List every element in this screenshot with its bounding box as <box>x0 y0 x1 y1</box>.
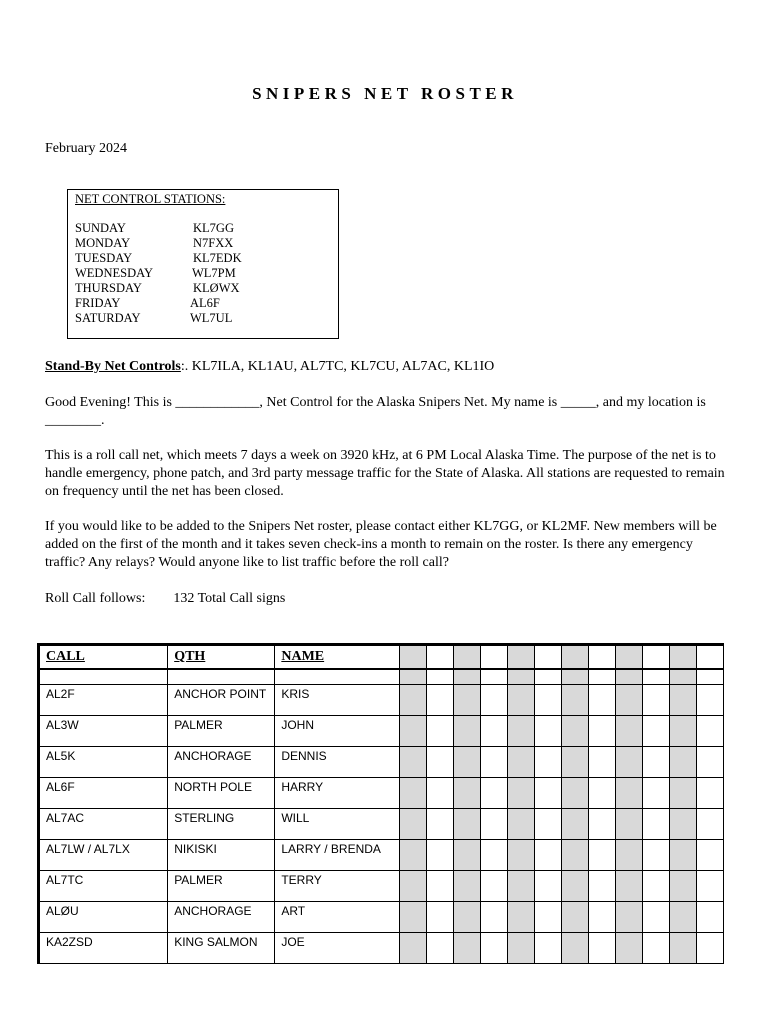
check-in-cell <box>561 685 588 716</box>
purpose-paragraph: This is a roll call net, which meets 7 days a week on 3920 kHz, at 6 PM Local Alaska Time. The purpose of the net is to handle emergency, phone patch, and 3rd party message traffic for the State of Alaska. All stations are requested to remain on frequency until the net has been closed. <box>45 448 725 499</box>
cell-call: AL7AC <box>39 809 168 840</box>
check-in-cell <box>534 902 561 933</box>
cell-name: JOHN <box>275 716 399 747</box>
check-in-cell <box>534 840 561 871</box>
header-qth: QTH <box>168 645 275 670</box>
ncs-day: THURSDAY <box>75 281 142 295</box>
ncs-day: SATURDAY <box>75 311 141 325</box>
check-in-cell <box>426 840 453 871</box>
check-in-cell <box>507 685 534 716</box>
check-in-cell <box>561 747 588 778</box>
check-in-cell <box>615 669 642 685</box>
table-row <box>39 902 724 933</box>
check-in-cell <box>399 840 426 871</box>
check-in-cell <box>588 747 615 778</box>
check-in-cell <box>669 747 696 778</box>
check-in-cell <box>399 902 426 933</box>
check-in-cell <box>480 685 507 716</box>
check-in-cell <box>399 809 426 840</box>
check-in-cell <box>480 933 507 964</box>
check-in-cell <box>615 747 642 778</box>
check-in-cell <box>399 645 426 670</box>
cell-name: KRIS <box>275 685 399 716</box>
check-in-cell <box>588 902 615 933</box>
check-in-cell <box>561 778 588 809</box>
net-control-row <box>75 311 232 326</box>
check-in-cell <box>534 933 561 964</box>
check-in-cell <box>615 716 642 747</box>
table-row <box>39 778 724 809</box>
check-in-cell <box>669 871 696 902</box>
check-in-cell <box>669 902 696 933</box>
table-row <box>39 809 724 840</box>
ncs-call: AL6F <box>190 296 220 310</box>
check-in-cell <box>642 716 669 747</box>
cell-qth: NORTH POLE <box>168 778 275 809</box>
check-in-cell <box>453 645 480 670</box>
cell-qth: ANCHORAGE <box>168 747 275 778</box>
check-in-cell <box>588 871 615 902</box>
ncs-day: SUNDAY <box>75 221 126 235</box>
net-control-heading: NET CONTROL STATIONS: <box>75 192 226 206</box>
check-in-cell <box>561 871 588 902</box>
check-in-cell <box>669 840 696 871</box>
net-control-row <box>75 296 220 311</box>
cell-call: AL7TC <box>39 871 168 902</box>
cell-qth: PALMER <box>168 871 275 902</box>
check-in-cell <box>696 685 723 716</box>
check-in-cell <box>669 685 696 716</box>
ncs-call: WL7UL <box>190 311 233 325</box>
check-in-cell <box>426 902 453 933</box>
check-in-cell <box>507 840 534 871</box>
check-in-cell <box>696 778 723 809</box>
check-in-cell <box>669 716 696 747</box>
check-in-cell <box>642 645 669 670</box>
cell-call: AL2F <box>39 685 168 716</box>
check-in-cell <box>507 747 534 778</box>
check-in-cell <box>696 747 723 778</box>
cell-name: DENNIS <box>275 747 399 778</box>
check-in-cell <box>534 809 561 840</box>
table-row <box>39 933 724 964</box>
check-in-cell <box>426 871 453 902</box>
check-in-cell <box>642 747 669 778</box>
check-in-cell <box>561 669 588 685</box>
check-in-cell <box>507 809 534 840</box>
check-in-cell <box>534 716 561 747</box>
ncs-day: FRIDAY <box>75 296 121 310</box>
check-in-cell <box>507 716 534 747</box>
check-in-cell <box>642 809 669 840</box>
check-in-cell <box>534 685 561 716</box>
check-in-cell <box>588 685 615 716</box>
cell-call: AL6F <box>39 778 168 809</box>
check-in-cell <box>642 778 669 809</box>
check-in-cell <box>696 645 723 670</box>
check-in-cell <box>588 645 615 670</box>
check-in-cell <box>615 778 642 809</box>
check-in-cell <box>534 645 561 670</box>
cell-qth: NIKISKI <box>168 840 275 871</box>
table-row <box>39 871 724 902</box>
check-in-cell <box>399 778 426 809</box>
check-in-cell <box>642 840 669 871</box>
roster-date: February 2024 <box>45 141 128 156</box>
page-title: SNIPERS NET ROSTER <box>252 84 518 103</box>
table-row <box>39 840 724 871</box>
check-in-cell <box>561 840 588 871</box>
check-in-cell <box>615 902 642 933</box>
cell-qth: ANCHORAGE <box>168 902 275 933</box>
check-in-cell <box>588 933 615 964</box>
check-in-cell <box>534 747 561 778</box>
check-in-cell <box>426 645 453 670</box>
net-control-row <box>75 251 242 266</box>
check-in-cell <box>507 902 534 933</box>
check-in-cell <box>480 778 507 809</box>
ncs-call: KL7EDK <box>193 251 242 265</box>
check-in-cell <box>669 933 696 964</box>
check-in-cell <box>615 685 642 716</box>
cell-name: TERRY <box>275 871 399 902</box>
check-in-cell <box>426 933 453 964</box>
check-in-cell <box>480 645 507 670</box>
greeting-paragraph: Good Evening! This is ____________, Net Control for the Alaska Snipers Net. My name is _____, and my location is ________. <box>45 395 706 428</box>
check-in-cell <box>696 902 723 933</box>
check-in-cell <box>507 778 534 809</box>
check-in-cell <box>696 716 723 747</box>
check-in-cell <box>453 902 480 933</box>
cell-qth: KING SALMON <box>168 933 275 964</box>
check-in-cell <box>453 871 480 902</box>
check-in-cell <box>669 809 696 840</box>
check-in-cell <box>588 778 615 809</box>
check-in-cell <box>507 933 534 964</box>
roster-table <box>37 643 724 964</box>
ncs-day: TUESDAY <box>75 251 133 265</box>
check-in-cell <box>588 669 615 685</box>
check-in-cell <box>426 778 453 809</box>
check-in-cell <box>480 871 507 902</box>
check-in-cell <box>399 716 426 747</box>
check-in-cell <box>480 902 507 933</box>
check-in-cell <box>615 871 642 902</box>
check-in-cell <box>561 933 588 964</box>
cell-name: HARRY <box>275 778 399 809</box>
check-in-cell <box>399 933 426 964</box>
cell-name: LARRY / BRENDA <box>275 840 399 871</box>
check-in-cell <box>642 685 669 716</box>
check-in-cell <box>615 933 642 964</box>
ncs-day: MONDAY <box>75 236 131 250</box>
net-control-row <box>75 266 236 281</box>
check-in-cell <box>669 669 696 685</box>
cell-qth: STERLING <box>168 809 275 840</box>
check-in-cell <box>588 840 615 871</box>
check-in-cell <box>453 933 480 964</box>
ncs-call: KL7GG <box>193 221 234 235</box>
check-in-cell <box>453 747 480 778</box>
check-in-cell <box>426 669 453 685</box>
cell-name: JOE <box>275 933 399 964</box>
check-in-cell <box>588 809 615 840</box>
cell-call: AL3W <box>39 716 168 747</box>
check-in-cell <box>588 716 615 747</box>
table-row <box>39 716 724 747</box>
check-in-cell <box>642 902 669 933</box>
check-in-cell <box>480 840 507 871</box>
check-in-cell <box>669 778 696 809</box>
check-in-cell <box>696 933 723 964</box>
total-call-signs: 132 Total Call signs <box>173 591 286 606</box>
net-control-row <box>75 221 234 236</box>
check-in-cell <box>426 747 453 778</box>
check-in-cell <box>399 685 426 716</box>
check-in-cell <box>696 669 723 685</box>
ncs-call: WL7PM <box>192 266 236 280</box>
cell-name: WILL <box>275 809 399 840</box>
standby-calls: :. KL7ILA, KL1AU, AL7TC, KL7CU, AL7AC, KL1IO <box>180 359 495 374</box>
check-in-cell <box>399 871 426 902</box>
check-in-cell <box>561 645 588 670</box>
membership-paragraph: If you would like to be added to the Snipers Net roster, please contact either KL7GG, or KL2MF. New members will be added on the first of the month and it takes seven check-ins a month to remain on the roster. Is there any emergency traffic? Any relays? Would anyone like to list traffic before the roll call? <box>45 519 717 570</box>
cell-qth: ANCHOR POINT <box>168 685 275 716</box>
check-in-cell <box>561 809 588 840</box>
check-in-cell <box>642 669 669 685</box>
check-in-cell <box>507 645 534 670</box>
check-in-cell <box>453 840 480 871</box>
ncs-call: N7FXX <box>193 236 234 250</box>
check-in-cell <box>696 809 723 840</box>
check-in-cell <box>453 669 480 685</box>
check-in-cell <box>480 669 507 685</box>
check-in-cell <box>480 809 507 840</box>
check-in-cell <box>453 685 480 716</box>
check-in-cell <box>561 902 588 933</box>
check-in-cell <box>615 809 642 840</box>
check-in-cell <box>534 871 561 902</box>
header-call: CALL <box>39 645 168 670</box>
check-in-cell <box>507 669 534 685</box>
standby-label: Stand-By Net Controls <box>45 359 181 374</box>
roll-call-line <box>45 591 285 607</box>
check-in-cell <box>399 747 426 778</box>
table-spacer-row <box>39 669 724 685</box>
check-in-cell <box>426 685 453 716</box>
net-control-row <box>75 281 240 296</box>
cell-call: ALØU <box>39 902 168 933</box>
check-in-cell <box>426 809 453 840</box>
check-in-cell <box>453 778 480 809</box>
check-in-cell <box>615 645 642 670</box>
net-control-stations-box <box>67 189 339 339</box>
header-name: NAME <box>275 645 399 670</box>
roll-call-label: Roll Call follows: <box>45 591 146 606</box>
cell-name: ART <box>275 902 399 933</box>
cell-call: KA2ZSD <box>39 933 168 964</box>
check-in-cell <box>669 645 696 670</box>
ncs-day: WEDNESDAY <box>75 266 154 280</box>
check-in-cell <box>696 871 723 902</box>
check-in-cell <box>399 669 426 685</box>
check-in-cell <box>642 871 669 902</box>
table-header-row <box>39 645 724 670</box>
check-in-cell <box>696 840 723 871</box>
check-in-cell <box>426 716 453 747</box>
net-control-row <box>75 236 233 251</box>
check-in-cell <box>561 716 588 747</box>
check-in-cell <box>642 933 669 964</box>
check-in-cell <box>507 871 534 902</box>
standby-net-controls <box>45 358 735 376</box>
check-in-cell <box>480 716 507 747</box>
check-in-cell <box>453 716 480 747</box>
cell-call: AL5K <box>39 747 168 778</box>
cell-qth: PALMER <box>168 716 275 747</box>
check-in-cell <box>534 778 561 809</box>
table-row <box>39 747 724 778</box>
check-in-cell <box>615 840 642 871</box>
check-in-cell <box>534 669 561 685</box>
check-in-cell <box>480 747 507 778</box>
check-in-cell <box>453 809 480 840</box>
ncs-call: KLØWX <box>193 281 240 295</box>
table-row <box>39 685 724 716</box>
cell-call: AL7LW / AL7LX <box>39 840 168 871</box>
